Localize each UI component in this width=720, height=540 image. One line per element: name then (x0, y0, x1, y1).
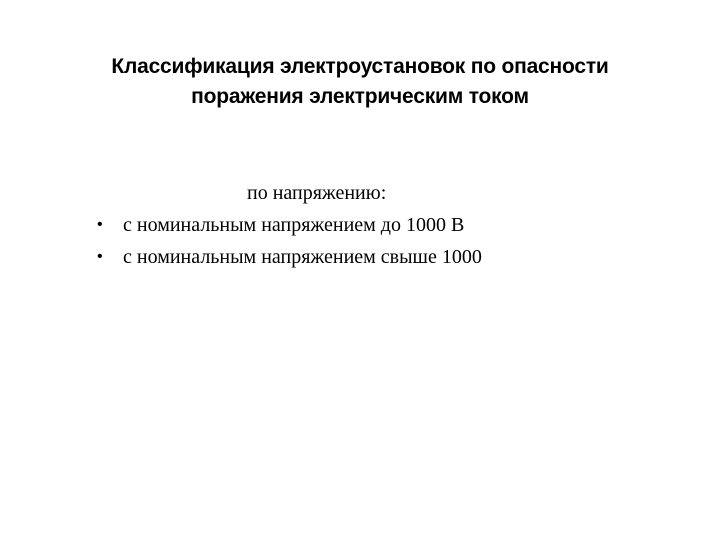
slide-body (90, 177, 650, 273)
bullet-list (90, 209, 650, 273)
slide-title-line-2: поражения электрическим током (191, 85, 529, 108)
slide-title-line-1: Классификация электроустановок по опасности (111, 55, 609, 78)
list-item-text: с номинальным напряжением свыше 1000 (123, 246, 482, 268)
list-item (90, 209, 650, 241)
list-item (90, 241, 650, 273)
slide-title (60, 52, 660, 112)
bullet-icon: • (97, 248, 103, 265)
subheading: по напряжению: (247, 182, 387, 204)
list-item-text: с номинальным напряжением до 1000 В (123, 214, 465, 236)
bullet-icon: • (97, 216, 103, 233)
